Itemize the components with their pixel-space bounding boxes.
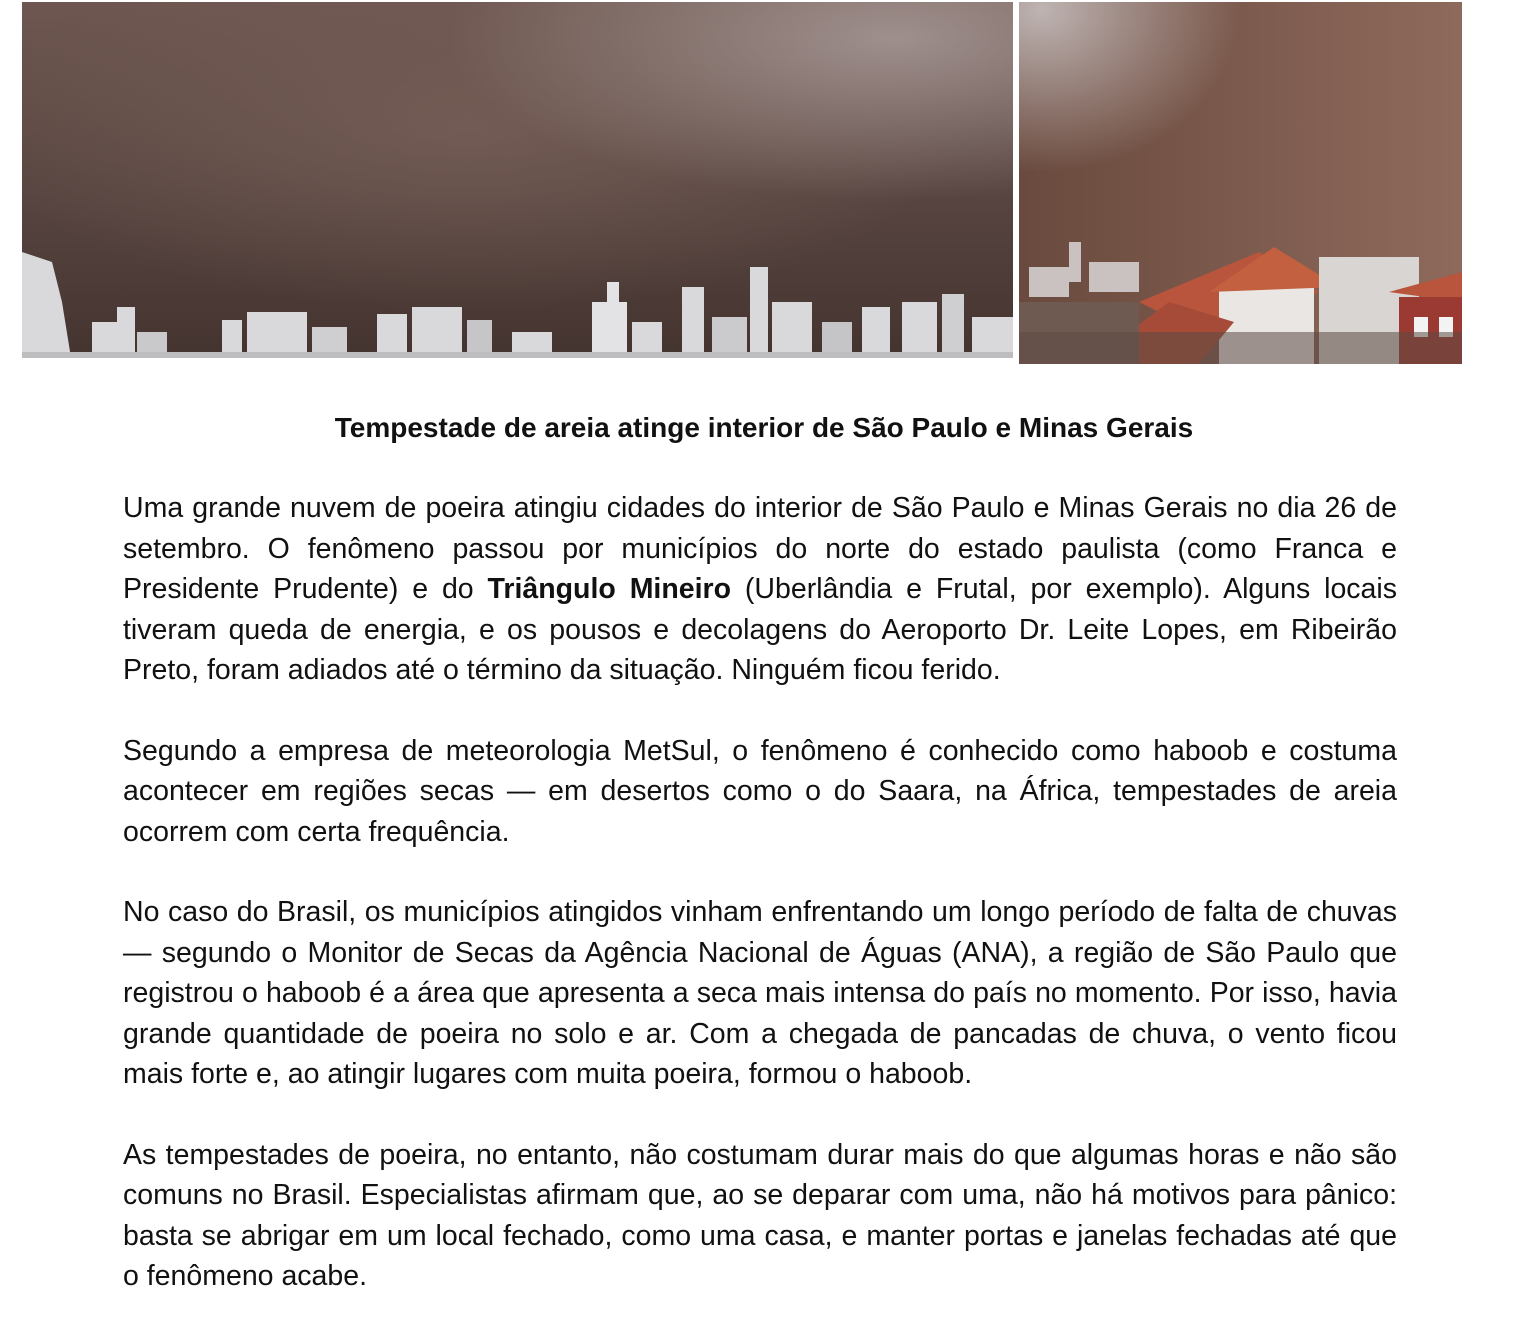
houses-illustration <box>1019 2 1462 364</box>
paragraph-3: No caso do Brasil, os municípios atingidos vinham enfrentando um longo período de falta de chuvas — segundo o Monitor de Secas da Agência Nacional de Águas (ANA), a região de São Paulo que registrou o haboob é a área que apresenta a seca mais intensa do país no momento. Por isso, havia grande quantidade de poeira no solo e ar. Com a chegada de pancadas de chuva, o vento ficou mais forte e, ao atingir lugares com muita poeira, formou o haboob. <box>123 896 1397 1090</box>
skyline-illustration <box>22 2 1013 364</box>
paragraph-1-highlight: Triângulo Mineiro <box>487 573 732 605</box>
dust-storm-houses-photo <box>1019 2 1462 364</box>
dust-storm-city-skyline-photo <box>22 2 1013 364</box>
article-title: Tempestade de areia atinge interior de São Paulo e Minas Gerais <box>334 412 1194 443</box>
article-body <box>123 488 1397 1337</box>
paragraph-1-rest: (Uberlândia e Frutal, por exemplo). Alguns locais tiveram queda de energia, e os pousos e decolagens do Aeroporto Dr. Leite Lopes, em Ribeirão Preto, foram adiados até o término da situação. Ninguém ficou ferido. <box>123 573 1397 686</box>
paragraph-2: Segundo a empresa de meteorologia MetSul, o fenômeno é conhecido como haboob e costuma acontecer em regiões secas — em desertos como o do Saara, na África, tempestades de areia ocorrem com certa frequência. <box>123 734 1397 848</box>
paragraph-4: As tempestades de poeira, no entanto, não costumam durar mais do que algumas horas e não são comuns no Brasil. Especialistas afirmam que, ao se deparar com uma, não há motivos para pânico: basta se abrigar em um local fechado, como uma casa, e manter portas e janelas fechadas até que o fenômeno acabe. <box>123 1138 1397 1292</box>
paragraph-1 <box>123 488 1397 691</box>
paragraph-1-intro: Uma grande nuvem de poeira atingiu cidades do interior de São Paulo e Minas Gerais no dia 26 de setembro. O fenômeno passou por municípios do norte do estado paulista (como Franca e Presidente Prudente) e do <box>123 492 1397 605</box>
photo-strip <box>22 2 1462 364</box>
